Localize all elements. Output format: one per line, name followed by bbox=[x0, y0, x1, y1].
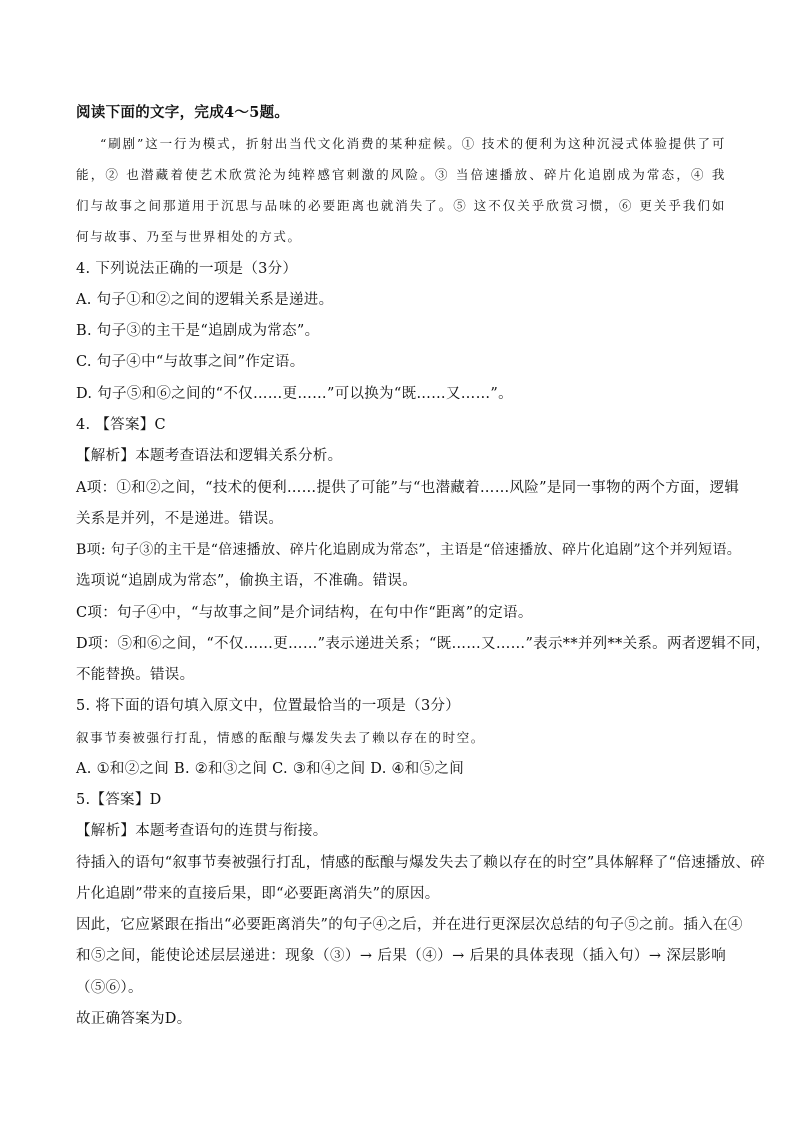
question-5-answer: 5.【答案】D bbox=[76, 792, 162, 808]
question-5-options: A. ①和②之间 B. ②和③之间 C. ③和④之间 D. ④和⑤之间 bbox=[76, 761, 465, 777]
question-4-analysis-line: B项: 句子③的主干是“倍速播放、碎片化追剧成为常态”，主语是“倍速播放、碎片化追剧”这个并列短语。 bbox=[76, 542, 742, 558]
passage-line: “刷剧”这一行为模式，折射出当代文化消费的某种症候。① 技术的便利为这种沉浸式体验提供了可 bbox=[100, 136, 726, 151]
question-4-analysis-line: D项：⑤和⑥之间，“不仅……更……”表示递进关系；“既……又……”表示**并列**关系。两者逻辑不同， bbox=[76, 636, 771, 652]
question-5-analysis-line: 和⑤之间，能使论述层层递进：现象（③）→ 后果（④）→ 后果的具体表现（插入句）→ 深层影响 bbox=[76, 948, 726, 964]
question-5-analysis-line: 待插入的语句“叙事节奏被强行打乱，情感的酝酿与爆发失去了赖以存在的时空”具体解释了“倍速播放、碎 bbox=[76, 855, 766, 871]
question-4-analysis-line: C项：句子④中，“与故事之间”是介词结构，在句中作“距离”的定语。 bbox=[76, 605, 533, 621]
question-4-analysis-line: 选项说“追剧成为常态”，偷换主语，不准确。错误。 bbox=[76, 573, 418, 589]
question-5-sentence: 叙事节奏被强行打乱，情感的酝酿与爆发失去了赖以存在的时空。 bbox=[76, 730, 485, 745]
question-5-analysis-line: 片化追剧”带来的直接后果，即“必要距离消失”的原因。 bbox=[76, 886, 440, 902]
question-4-analysis-line: 关系是并列，不是递进。错误。 bbox=[76, 511, 284, 527]
question-5-analysis-line: （⑤⑥）。 bbox=[76, 980, 143, 996]
question-4-stem: 4. 下列说法正确的一项是（3分） bbox=[76, 261, 298, 277]
question-4-option-a: A. 句子①和②之间的逻辑关系是递进。 bbox=[76, 292, 334, 308]
passage-line: 们与故事之间那道用于沉思与品味的必要距离也就消失了。⑤ 这不仅关乎欣赏习惯，⑥ 更关乎我们如 bbox=[76, 198, 726, 213]
question-4-analysis-line: 不能替换。错误。 bbox=[76, 667, 195, 683]
question-5-stem: 5. 将下面的语句填入原文中，位置最恰当的一项是（3分） bbox=[76, 698, 461, 714]
question-4-analysis-line: A项：①和②之间，“技术的便利……提供了可能”与“也潜藏着……风险”是同一事物的两个方面，逻辑 bbox=[76, 480, 740, 496]
reading-heading: 阅读下面的文字，完成4～5题。 bbox=[76, 104, 290, 121]
question-4-option-c: C. 句子④中“与故事之间”作定语。 bbox=[76, 354, 305, 370]
question-4-option-d: D. 句子⑤和⑥之间的“不仅……更……”可以换为“既……又……”。 bbox=[76, 386, 513, 402]
question-5-analysis-heading: 【解析】本题考查语句的连贯与衔接。 bbox=[76, 823, 328, 839]
question-5-analysis-line: 故正确答案为D。 bbox=[76, 1011, 192, 1027]
question-4-analysis-heading: 【解析】本题考查语法和逻辑关系分析。 bbox=[76, 448, 343, 464]
question-5-analysis-line: 因此，它应紧跟在指出“必要距离消失”的句子④之后，并在进行更深层次总结的句子⑤之前。插入在④ bbox=[76, 917, 743, 933]
passage-line: 能，② 也潜藏着使艺术欣赏沦为纯粹感官刺激的风险。③ 当倍速播放、碎片化追剧成为常态，④ 我 bbox=[76, 167, 726, 182]
passage-line: 何与故事、乃至与世界相处的方式。 bbox=[76, 229, 302, 244]
question-4-option-b: B. 句子③的主干是“追剧成为常态”。 bbox=[76, 323, 320, 339]
question-4-answer: 4. 【答案】C bbox=[76, 417, 166, 433]
